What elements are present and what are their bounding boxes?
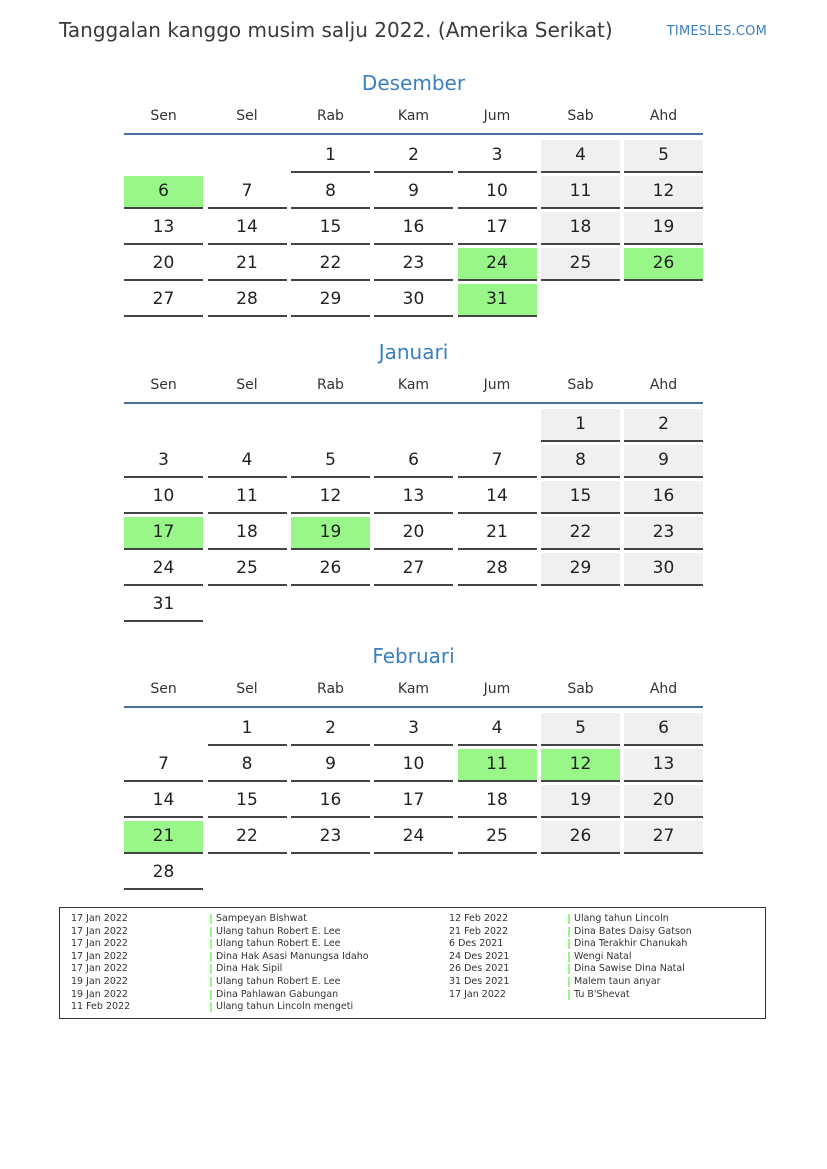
day-cell[interactable]: 7 [458, 445, 537, 478]
legend-holiday-name: Dina Terakhir Chanukah [568, 938, 687, 951]
day-cell[interactable]: 18 [208, 517, 287, 550]
legend-date: 21 Feb 2022 [449, 925, 509, 937]
day-cell-holiday[interactable]: 17 [124, 517, 203, 550]
legend-holiday-name: Ulang tahun Robert E. Lee [210, 976, 340, 989]
weekday-label: Ahd [649, 377, 678, 393]
day-cell[interactable]: 30 [624, 553, 703, 586]
day-cell-holiday[interactable]: 11 [458, 749, 537, 782]
day-cell[interactable]: 12 [291, 481, 370, 514]
legend-date: 6 Des 2021 [449, 938, 504, 950]
day-cell[interactable]: 17 [458, 212, 537, 245]
day-cell[interactable]: 24 [124, 553, 203, 586]
day-cell[interactable]: 14 [124, 785, 203, 818]
legend-holiday-name: Ulang tahun Robert E. Lee [210, 926, 340, 939]
day-cell[interactable]: 4 [208, 445, 287, 478]
day-cell[interactable]: 22 [208, 821, 287, 854]
day-cell[interactable]: 16 [374, 212, 453, 245]
weekday-label: Sen [150, 377, 177, 393]
day-cell[interactable]: 7 [124, 749, 203, 782]
day-cell[interactable]: 2 [291, 713, 370, 746]
legend-holiday-name: Malem taun anyar [568, 976, 661, 989]
day-cell[interactable]: 15 [541, 481, 620, 514]
legend-date: 17 Jan 2022 [71, 950, 128, 962]
weekday-label: Jum [483, 108, 511, 124]
holiday-legend [59, 907, 766, 1019]
weekday-label: Sen [150, 108, 177, 124]
weekday-header-row [124, 108, 703, 126]
day-cell[interactable]: 16 [291, 785, 370, 818]
day-cell[interactable]: 1 [291, 140, 370, 173]
month-title: Januari [378, 340, 449, 364]
weekday-label: Rab [317, 108, 344, 124]
day-cell[interactable]: 26 [291, 553, 370, 586]
legend-holiday-name: Dina Bates Daisy Gatson [568, 926, 692, 939]
day-cell[interactable]: 14 [458, 481, 537, 514]
day-cell[interactable]: 18 [541, 212, 620, 245]
day-cell[interactable]: 11 [208, 481, 287, 514]
weekday-label: Sab [567, 681, 594, 697]
day-cell[interactable]: 25 [541, 248, 620, 281]
month-title: Februari [372, 644, 455, 668]
day-cell[interactable]: 2 [374, 140, 453, 173]
day-cell[interactable]: 9 [291, 749, 370, 782]
day-cell[interactable]: 13 [624, 749, 703, 782]
day-cell[interactable]: 20 [624, 785, 703, 818]
day-cell[interactable]: 20 [374, 517, 453, 550]
day-cell[interactable]: 10 [124, 481, 203, 514]
legend-date: 19 Jan 2022 [71, 988, 128, 1000]
day-cell[interactable]: 5 [624, 140, 703, 173]
day-cell[interactable]: 10 [458, 176, 537, 209]
legend-date: 17 Jan 2022 [71, 913, 128, 924]
day-cell-holiday[interactable]: 26 [624, 248, 703, 281]
weekday-label: Kam [397, 108, 430, 124]
day-cell[interactable]: 5 [291, 445, 370, 478]
legend-date: 24 Des 2021 [449, 950, 510, 962]
day-cell[interactable]: 25 [208, 553, 287, 586]
legend-date: 17 Jan 2022 [71, 925, 128, 937]
day-cell-holiday[interactable]: 12 [541, 749, 620, 782]
weekday-label: Sab [567, 108, 594, 124]
weekday-label: Sel [236, 108, 258, 124]
header-divider [124, 402, 703, 404]
legend-holiday-name: Ulang tahun Robert E. Lee [210, 938, 340, 951]
legend-holiday-name: Ulang tahun Lincoln [568, 913, 669, 926]
weekday-label: Kam [397, 681, 430, 697]
weekday-label: Sel [236, 681, 258, 697]
day-cell[interactable]: 27 [374, 553, 453, 586]
day-cell[interactable]: 28 [124, 857, 203, 890]
weekday-label: Rab [317, 377, 344, 393]
legend-holiday-name: Dina Hak Sipil [210, 963, 282, 976]
legend-holiday-name: Dina Sawise Dina Natal [568, 963, 685, 976]
day-cell[interactable]: 18 [458, 785, 537, 818]
legend-date: 26 Des 2021 [449, 963, 510, 975]
brand-logo-text[interactable]: TIMESLES.COM [666, 24, 767, 39]
day-cell[interactable]: 17 [374, 785, 453, 818]
day-cell[interactable]: 12 [624, 176, 703, 209]
day-cell[interactable]: 11 [541, 176, 620, 209]
weekday-label: Sab [567, 377, 594, 393]
day-cell[interactable]: 22 [291, 248, 370, 281]
day-cell[interactable]: 14 [208, 212, 287, 245]
legend-date: 17 Jan 2022 [449, 988, 506, 1000]
day-cell[interactable]: 15 [291, 212, 370, 245]
day-cell[interactable]: 24 [374, 821, 453, 854]
header-divider [124, 706, 703, 708]
day-cell[interactable]: 4 [541, 140, 620, 173]
weekday-label: Ahd [649, 108, 678, 124]
weekday-label: Jum [483, 681, 511, 697]
legend-date: 19 Jan 2022 [71, 975, 128, 987]
weekday-label: Sen [150, 681, 177, 697]
day-cell[interactable]: 23 [374, 248, 453, 281]
day-cell[interactable]: 3 [458, 140, 537, 173]
day-cell[interactable]: 19 [541, 785, 620, 818]
day-cell[interactable]: 1 [541, 409, 620, 442]
legend-holiday-name: Ulang tahun Lincoln mengeti [210, 1001, 353, 1014]
day-cell[interactable]: 22 [541, 517, 620, 550]
day-cell[interactable]: 27 [124, 284, 203, 317]
legend-holiday-name: Dina Hak Asasi Manungsa Idaho [210, 951, 369, 964]
day-cell[interactable]: 31 [124, 589, 203, 622]
legend-date: 17 Jan 2022 [71, 938, 128, 950]
day-cell[interactable]: 10 [374, 749, 453, 782]
day-cell[interactable]: 8 [541, 445, 620, 478]
day-cell[interactable]: 8 [208, 749, 287, 782]
header-divider [124, 133, 703, 135]
day-cell[interactable]: 2 [624, 409, 703, 442]
day-cell[interactable]: 23 [624, 517, 703, 550]
month-title: Desember [361, 71, 466, 95]
weekday-label: Rab [317, 681, 344, 697]
day-cell[interactable]: 6 [624, 713, 703, 746]
day-cell[interactable]: 6 [374, 445, 453, 478]
legend-holiday-name: Dina Pahlawan Gabungan [210, 989, 338, 1002]
day-cell[interactable]: 9 [374, 176, 453, 209]
legend-holiday-name: Wengi Natal [568, 951, 632, 964]
weekday-label: Jum [483, 377, 511, 393]
day-cell[interactable]: 16 [624, 481, 703, 514]
day-cell-holiday[interactable]: 6 [124, 176, 203, 209]
day-cell[interactable]: 5 [541, 713, 620, 746]
day-cell[interactable]: 3 [124, 445, 203, 478]
day-cell[interactable]: 29 [291, 284, 370, 317]
day-cell[interactable]: 13 [374, 481, 453, 514]
day-cell-holiday[interactable]: 31 [458, 284, 537, 317]
day-cell[interactable]: 7 [208, 176, 287, 209]
day-cell[interactable]: 23 [291, 821, 370, 854]
day-cell[interactable]: 19 [624, 212, 703, 245]
weekday-header-row [124, 681, 703, 699]
day-cell[interactable]: 27 [624, 821, 703, 854]
weekday-label: Ahd [649, 681, 678, 697]
page-title: Tanggalan kanggo musim salju 2022. (Amerika Serikat) [59, 18, 613, 42]
day-cell[interactable]: 30 [374, 284, 453, 317]
day-cell[interactable]: 20 [124, 248, 203, 281]
day-cell-holiday[interactable]: 19 [291, 517, 370, 550]
day-cell[interactable]: 21 [208, 248, 287, 281]
day-cell[interactable]: 8 [291, 176, 370, 209]
day-cell[interactable]: 9 [624, 445, 703, 478]
day-cell-holiday[interactable]: 24 [458, 248, 537, 281]
day-cell[interactable]: 25 [458, 821, 537, 854]
legend-holiday-name: Tu B'Shevat [568, 989, 630, 1002]
legend-date: 11 Feb 2022 [71, 1001, 131, 1013]
legend-date: 17 Jan 2022 [71, 963, 128, 975]
weekday-header-row [124, 377, 703, 395]
day-cell[interactable]: 1 [208, 713, 287, 746]
day-cell[interactable]: 28 [458, 553, 537, 586]
day-cell[interactable]: 13 [124, 212, 203, 245]
day-cell[interactable]: 3 [374, 713, 453, 746]
weekday-label: Kam [397, 377, 430, 393]
weekday-label: Sel [236, 377, 258, 393]
legend-date: 12 Feb 2022 [449, 913, 509, 924]
day-cell[interactable]: 15 [208, 785, 287, 818]
day-cell[interactable]: 4 [458, 713, 537, 746]
legend-date: 31 Des 2021 [449, 975, 510, 987]
day-cell-holiday[interactable]: 21 [124, 821, 203, 854]
day-cell[interactable]: 28 [208, 284, 287, 317]
day-cell[interactable]: 29 [541, 553, 620, 586]
day-cell[interactable]: 26 [541, 821, 620, 854]
day-cell[interactable]: 21 [458, 517, 537, 550]
legend-holiday-name: Sampeyan Bishwat [210, 913, 307, 926]
